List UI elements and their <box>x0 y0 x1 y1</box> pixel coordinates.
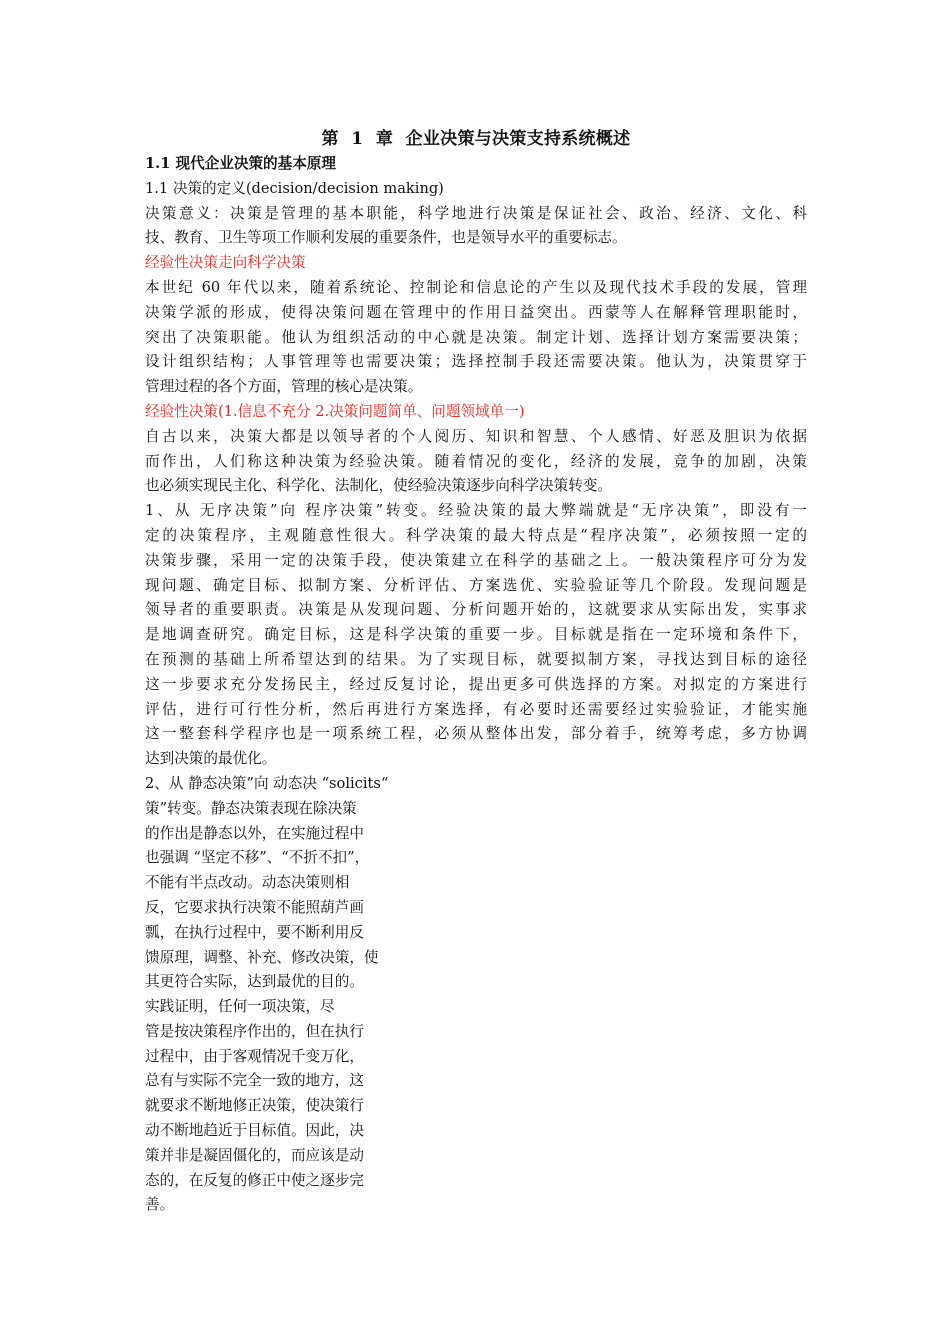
text-line: 也必须实现民主化、科学化、法制化，使经验决策逐步向科学决策转变。 <box>145 477 613 495</box>
text-line: 管理过程的各个方面，管理的核心是决策。 <box>145 378 423 396</box>
text-line: 在预测的基础上所希望达到的结果。为了实现目标，就要拟制方案，寻找达到目标的途径 <box>145 650 807 668</box>
text-line: 本世纪 60 年代以来，随着系统论、控制论和信息论的产生以及现代技术手段的发展，管理 <box>145 278 807 296</box>
text-line: 1、从 无序决策”向 程序决策”转变。经验决策的最大弊端就是“无序决策”，即没有一 <box>145 502 807 520</box>
section-heading: 1.1 现代企业决策的基本原理 <box>145 155 337 172</box>
text-line: 动不断地趋近于目标值。因此，决 <box>145 1122 364 1140</box>
text-line: 决策步骤，采用一定的决策手段，使决策建立在科学的基础之上。一般决策程序可分为发 <box>145 551 807 569</box>
text-line: 决策学派的形成，使得决策问题在管理中的作用日益突出。西蒙等人在解释管理职能时， <box>145 303 807 321</box>
text-line: 不能有半点改动。动态决策则相 <box>145 874 350 892</box>
subsection-heading: 1.1 决策的定义(decision/decision making) <box>145 179 444 197</box>
text-line: 馈原理，调整、补充、修改决策，使 <box>145 948 379 966</box>
text-line: 评估，进行可行性分析，然后再进行方案选择，有必要时还需要经过实验验证，才能实施 <box>145 700 807 718</box>
document-body <box>145 128 807 1218</box>
text-line: 技、教育、卫生等项工作顺利发展的重要条件，也是领导水平的重要标志。 <box>145 229 627 247</box>
paragraph-decision-meaning <box>145 202 807 252</box>
paragraph-program-decision <box>145 499 807 772</box>
text-line: 2、从 静态决策”向 动态决 “solicits“ <box>145 774 389 792</box>
paragraph-empirical-decision <box>145 425 807 499</box>
text-line: 态的，在反复的修正中使之逐步完 <box>145 1171 364 1189</box>
text-line: 现问题、确定目标、拟制方案、分析评估、方案选优、实验验证等几个阶段。发现问题是 <box>145 576 807 594</box>
text-line: 决策意义：决策是管理的基本职能，科学地进行决策是保证社会、政治、经济、文化、科 <box>145 204 807 222</box>
text-line: 定的决策程序，主观随意性很大。科学决策的最大特点是“程序决策”，必须按照一定的 <box>145 526 807 544</box>
text-line: 达到决策的最优化。 <box>145 750 277 768</box>
red-heading-empirical-to-scientific: 经验性决策走向科学决策 <box>145 254 306 272</box>
text-line: 就要求不断地修正决策，使决策行 <box>145 1097 364 1115</box>
text-line: 管是按决策程序作出的，但在执行 <box>145 1022 364 1040</box>
red-heading-empirical-decision: 经验性决策(1.信息不充分 2.决策问题简单、问题领域单一) <box>145 402 525 420</box>
text-line: 善。 <box>145 1196 175 1214</box>
text-line: 总有与实际不完全一致的地方，这 <box>145 1072 364 1090</box>
text-line: 突出了决策职能。他认为组织活动的中心就是决策。制定计划、选择计划方案需要决策； <box>145 328 807 346</box>
paragraph-management-decision-school <box>145 276 807 400</box>
text-line: 自古以来，决策大都是以领导者的个人阅历、知识和智慧、个人感情、好恶及胆识为依据 <box>145 427 807 445</box>
text-line: 这一步要求充分发扬民主，经过反复讨论，提出更多可供选择的方案。对拟定的方案进行 <box>145 675 807 693</box>
text-line: 是地调查研究。确定目标，这是科学决策的重要一步。目标就是指在一定环境和条件下， <box>145 626 807 644</box>
paragraph-dynamic-decision <box>145 772 445 1218</box>
text-line: 实践证明，任何一项决策，尽 <box>145 998 335 1016</box>
text-line: 过程中，由于客观情况千变万化， <box>145 1047 364 1065</box>
text-line: 策”转变。静态决策表现在除决策 <box>145 799 357 817</box>
text-line: 反，它要求执行决策不能照葫芦画 <box>145 898 364 916</box>
text-line: 设计组织结构；人事管理等也需要决策；选择控制手段还需要决策。他认为，决策贯穿于 <box>145 353 807 371</box>
text-line: 瓢，在执行过程中，要不断利用反 <box>145 923 364 941</box>
text-line: 而作出，人们称这种决策为经验决策。随着情况的变化，经济的发展，竞争的加剧，决策 <box>145 452 807 470</box>
chapter-title: 第 1 章 企业决策与决策支持系统概述 <box>321 129 631 149</box>
text-line: 的作出是静态以外，在实施过程中 <box>145 824 364 842</box>
text-line: 领导者的重要职责。决策是从发现问题、分析问题开始的，这就要求从实际出发，实事求 <box>145 601 807 619</box>
text-line: 这一整套科学程序也是一项系统工程，必须从整体出发，部分着手，统筹考虑，多方协调 <box>145 725 807 743</box>
text-line: 其更符合实际，达到最优的目的。 <box>145 973 364 991</box>
text-line: 策并非是凝固僵化的，而应该是动 <box>145 1146 364 1164</box>
text-line: 也强调 “坚定不移”、“不折不扣”， <box>145 849 370 867</box>
